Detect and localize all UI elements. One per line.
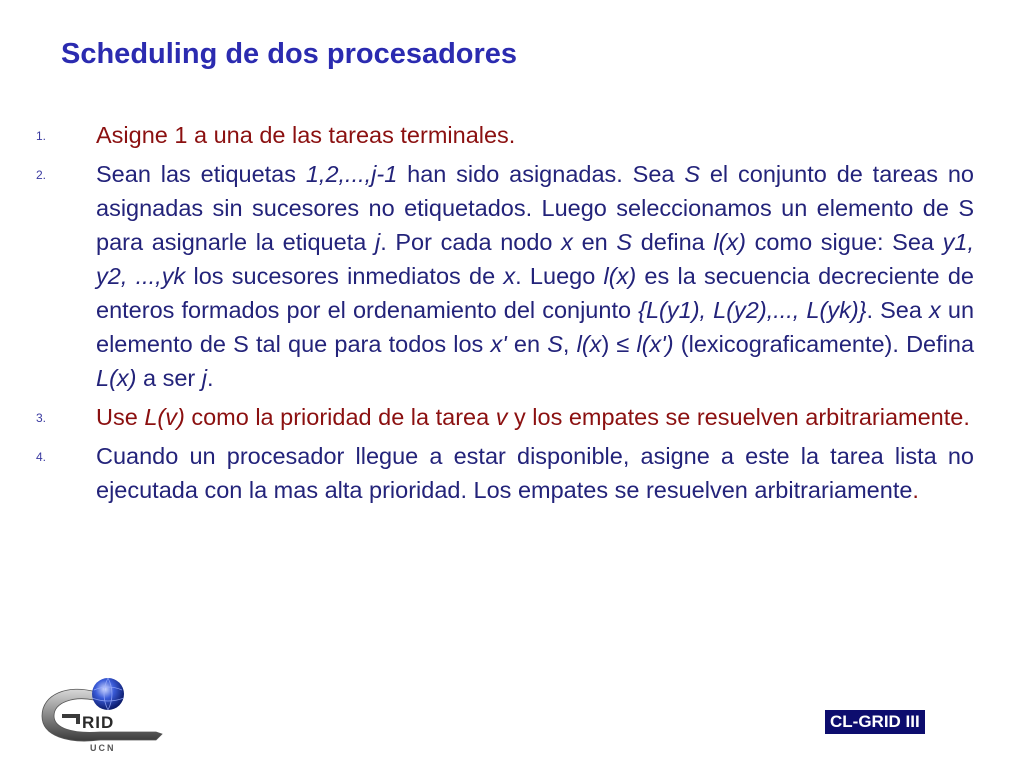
slide-title: Scheduling de dos procesadores bbox=[61, 38, 518, 70]
item-text: Sean las etiquetas 1,2,...,j-1 han sido asignadas. Sea S el conjunto de tareas no asignadas sin sucesores no etiquetados. Luego seleccionamos un elemento de S para asignarle la etiqueta j. Por cada nodo x en S defina l(x) como sigue: Sea y1, y2, ...,yk los sucesores inmediatos de x. Luego l(x) es la secuencia decreciente de enteros formados por el ordenamiento del conjunto {L(y1), L(y2),..., L(yk)}. Sea x un elemento de S tal que para todos los x' en S, l(x) ≤ l(x') (lexicograficamente). Defina L(x) a ser j. bbox=[96, 161, 975, 391]
item-number: 3. bbox=[36, 411, 47, 425]
list-item-3 bbox=[34, 400, 974, 434]
item-number: 2. bbox=[36, 168, 47, 182]
item-number: 1. bbox=[36, 129, 47, 143]
item-number: 4. bbox=[36, 450, 47, 464]
item-text: Asigne 1 a una de las tareas terminales. bbox=[96, 122, 516, 148]
steps-list bbox=[34, 118, 974, 512]
logo-subtext: UCN bbox=[90, 743, 116, 753]
list-item-4 bbox=[34, 439, 974, 507]
item-text: Cuando un procesador llegue a estar disponible, asigne a este la tarea lista no ejecutada con la mas alta prioridad. Los empates se resuelven arbitrariamente. bbox=[96, 443, 974, 503]
logo-text: RID bbox=[82, 713, 115, 732]
list-item-1 bbox=[34, 118, 974, 152]
grid-ucn-logo bbox=[38, 672, 168, 754]
item-text: Use L(v) como la prioridad de la tarea v y los empates se resuelven arbitrariamente. bbox=[96, 404, 970, 430]
footer-badge: CL-GRID III bbox=[825, 710, 925, 734]
list-item-2 bbox=[34, 157, 974, 395]
